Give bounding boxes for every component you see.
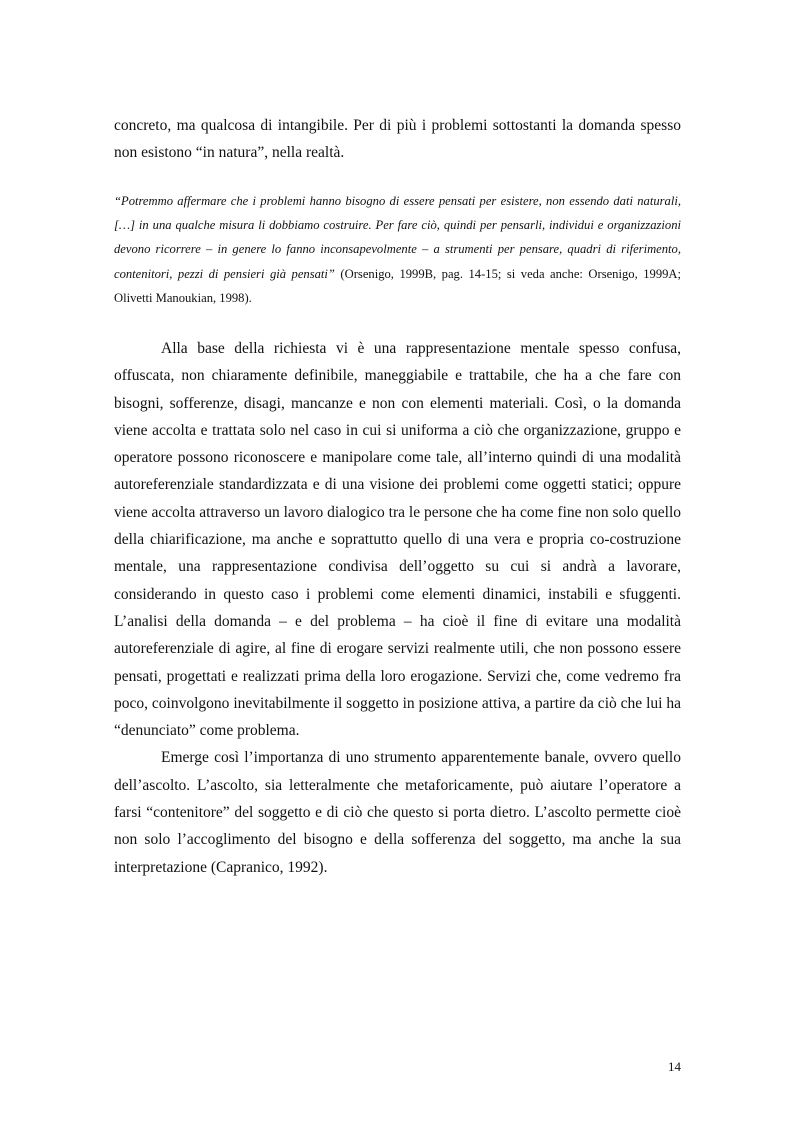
body-paragraph-2: Emerge così l’importanza di uno strumento apparentemente banale, ovvero quello dell’ascolto. L’ascolto, sia letteralmente che metaforicamente, può aiutare l’operatore a farsi “contenitore” del soggetto e di ciò che questo si porta dietro. L’ascolto permette cioè non solo l’accoglimento del bisogno e della sofferenza del soggetto, ma anche la sua interpretazione (Capranico, 1992).	[114, 749, 681, 876]
intro-paragraph-block	[114, 112, 681, 167]
quote-citation: (Orsenigo, 1999B, pag. 14-15; si veda anche: Orsenigo, 1999A; Olivetti Manoukian, 1998).	[114, 266, 682, 305]
quote-italic-text: “Potremmo affermare che i problemi hanno bisogno di essere pensati per esistere, non essendo dati naturali, […] in una qualche misura li dobbiamo costruire. Per fare ciò, quindi per pensarli, individui e organizzazioni devono ricorrere – in genere lo fanno inconsapevolmente – a strumenti per pensare, quadri di riferimento, contenitori, pezzi di pensieri già pensati”	[114, 194, 681, 281]
main-text-block	[114, 335, 681, 881]
block-quote	[114, 189, 681, 310]
quote-paragraph	[114, 189, 681, 310]
intro-paragraph: concreto, ma qualcosa di intangibile. Per di più i problemi sottostanti la domanda spesso non esistono “in natura”, nella realtà.	[114, 117, 681, 162]
page-number: 14	[668, 1059, 681, 1074]
body-paragraph-1: Alla base della richiesta vi è una rappresentazione mentale spesso confusa, offuscata, non chiaramente definibile, maneggiabile e trattabile, che ha a che fare con bisogni, sofferenze, disagi, mancanze e non con elementi materiali. Così, o la domanda viene accolta e trattata solo nel caso in cui si uniforma a ciò che organizzazione, gruppo e operatore possono riconoscere e manipolare come tale, all’interno quindi di una modalità autoreferenziale standardizzata e di una visione dei problemi come oggetti statici; oppure viene accolta attraverso un lavoro dialogico tra le persone che ha come fine non solo quello della chiarificazione, ma anche e soprattutto quello di una vera e propria co-costruzione mentale, una rappresentazione condivisa dell’oggetto su cui si andrà a lavorare, considerando in questo caso i problemi come elementi dinamici, instabili e sfuggenti. L’analisi della domanda – e del problema – ha cioè il fine di evitare una modalità autoreferenziale di agire, al fine di erogare servizi realmente utili, che non possono essere pensati, progettati e realizzati prima della loro erogazione. Servizi che, come vedremo fra poco, coinvolgono inevitabilmente il soggetto in posizione attiva, a partire da ciò che lui ha “denunciato” come problema.	[114, 340, 681, 740]
